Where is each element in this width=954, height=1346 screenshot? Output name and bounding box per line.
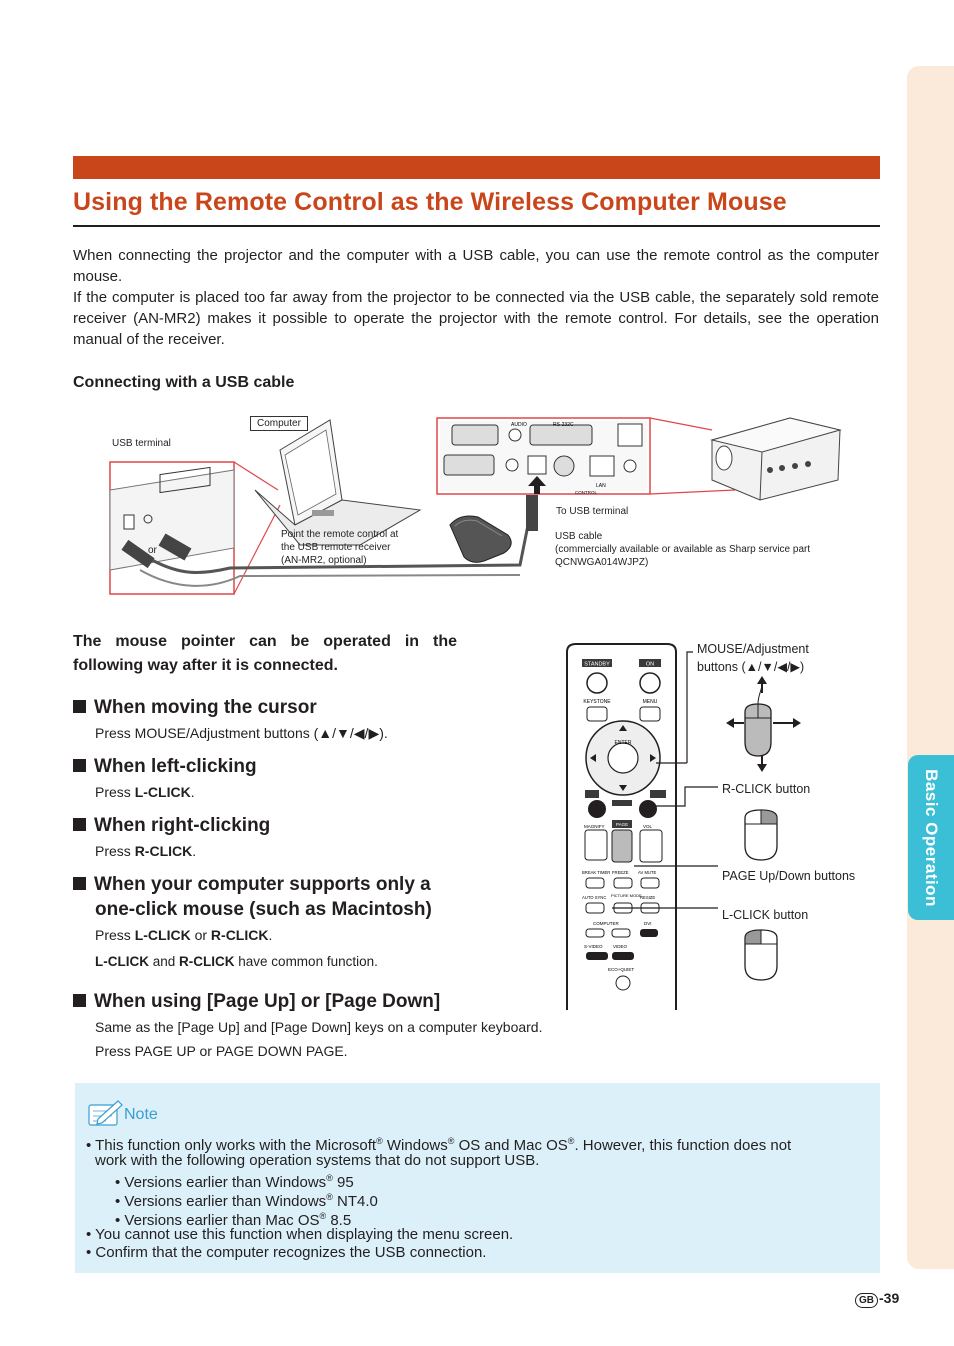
note-text: • Versions earlier than Windows <box>115 1193 327 1210</box>
heading-one-click <box>73 872 431 897</box>
and-text: and <box>149 954 180 969</box>
or-text: or <box>190 927 211 943</box>
label-point-remote-line1: Point the remote control at <box>281 529 399 540</box>
side-tab-label: Basic Operation <box>922 768 941 907</box>
common-function-text: have common function. <box>234 954 378 969</box>
bullet-square <box>73 818 86 831</box>
label-point-remote-line2: the USB remote receiver <box>281 542 391 553</box>
note-text: Windows <box>382 1137 448 1154</box>
side-tab-basic-operation[interactable] <box>908 755 954 920</box>
note-text: OS and Mac OS <box>454 1137 568 1154</box>
key-rclick: R-CLICK <box>179 954 235 969</box>
lead-text: The mouse pointer can be operated in the following way after it is connected. <box>73 633 457 674</box>
callout-rclick: R-CLICK button <box>722 782 811 796</box>
note-title: Note <box>124 1106 158 1123</box>
label-point-remote <box>281 528 398 567</box>
intro-paragraph-2: If the computer is placed too far away from the projector to be connected via the USB cable, the separately sold remote receiver (AN-MR2) makes it possible to operate the projector with the remote control. For details, see the operation manual of the receiver. <box>73 289 879 348</box>
remote-picture-mode-label: PICTURE MODE <box>611 893 642 898</box>
label-or: or <box>148 545 157 556</box>
note-item-3: • Confirm that the computer recognizes the USB connection. <box>86 1244 487 1261</box>
label-usb-terminal: USB terminal <box>112 438 171 449</box>
press-text: Press <box>95 927 135 943</box>
remote-computer-label: COMPUTER <box>593 921 619 926</box>
heading-one-click-line2: one-click mouse (such as Macintosh) <box>95 899 432 920</box>
label-point-remote-line3: (AN-MR2, optional) <box>281 555 367 566</box>
key-rclick: R-CLICK <box>134 843 193 859</box>
bullet-square <box>73 877 86 890</box>
panel-audio-label: AUDIO <box>511 422 527 428</box>
press-text: Press <box>95 843 135 859</box>
panel-rs232c-label: RS-232C <box>553 422 574 428</box>
heading-page-up-down-text: When using [Page Up] or [Page Down] <box>94 991 441 1012</box>
note-text: . However, this function does not <box>574 1137 792 1154</box>
heading-moving-cursor <box>73 695 317 720</box>
note-text: 95 <box>332 1174 354 1191</box>
connection-diagram <box>105 410 865 600</box>
period: . <box>268 927 273 943</box>
heading-right-click <box>73 813 270 838</box>
remote-av-mute-label: AV MUTE <box>638 870 657 875</box>
body-left-click <box>95 782 195 802</box>
note-text: • This function only works with the Microsoft <box>86 1137 377 1154</box>
title-underline <box>73 225 880 227</box>
panel-lan-label: LAN <box>596 483 606 489</box>
note-text: • Versions earlier than Windows <box>115 1174 327 1191</box>
key-rclick: R-CLICK <box>210 927 269 943</box>
page-title: Using the Remote Control as the Wireless Computer Mouse <box>73 188 787 216</box>
remote-keystone-label: KEYSTONE <box>583 699 611 705</box>
registered-mark: ® <box>319 1211 327 1221</box>
remote-on-label: ON <box>645 661 655 668</box>
body-right-click <box>95 841 196 861</box>
label-usb-cable-line1: USB cable <box>555 531 603 542</box>
remote-svideo-label: S-VIDEO <box>584 944 603 949</box>
remote-resize-label: RESIZE <box>640 895 656 900</box>
remote-dvi-label: DVI <box>644 921 652 926</box>
label-usb-cable <box>555 530 810 569</box>
connecting-heading: Connecting with a USB cable <box>73 374 295 391</box>
intro-paragraph-1: When connecting the projector and the computer with a USB cable, you can use the remote control as the computer mouse. <box>73 247 879 285</box>
panel-control-label: CONTROL <box>575 490 598 495</box>
remote-menu-label: MENU <box>642 699 658 705</box>
gb-badge: GB <box>855 1293 878 1308</box>
remote-video-label: VIDEO <box>613 944 628 949</box>
header-bar <box>73 156 880 179</box>
body-page-up-down-1: Same as the [Page Up] and [Page Down] keys on a computer keyboard. <box>95 1019 543 1035</box>
period: . <box>192 843 197 859</box>
callout-page-updown: PAGE Up/Down buttons <box>722 869 856 883</box>
remote-vol-label: VOL <box>643 824 653 829</box>
heading-moving-cursor-text: When moving the cursor <box>94 697 317 718</box>
remote-enter-label: ENTER <box>614 740 632 746</box>
registered-mark: ® <box>376 1136 383 1146</box>
page-number <box>855 1290 899 1308</box>
body-page-up-down-2: Press PAGE UP or PAGE DOWN PAGE. <box>95 1043 348 1059</box>
registered-mark: ® <box>326 1173 333 1183</box>
heading-left-click <box>73 754 257 779</box>
note-text: NT4.0 <box>332 1193 378 1210</box>
period: . <box>190 784 195 800</box>
heading-page-up-down <box>73 989 440 1014</box>
press-text: Press <box>95 784 135 800</box>
bullet-square <box>73 994 86 1007</box>
callout-diagram <box>600 640 840 985</box>
remote-eco-quiet-label: ECO+QUIET <box>608 967 635 972</box>
registered-mark: ® <box>567 1136 575 1146</box>
page-number-text: -39 <box>879 1290 900 1306</box>
body-moving-cursor: Press MOUSE/Adjustment buttons (▲/▼/◀/▶). <box>95 725 388 741</box>
remote-freeze-label: FREEZE <box>612 870 629 875</box>
label-to-usb-terminal: To USB terminal <box>556 506 629 517</box>
registered-mark: ® <box>447 1136 455 1146</box>
heading-one-click-line1: When your computer supports only a <box>94 874 431 895</box>
registered-mark: ® <box>326 1192 333 1202</box>
note-item-2: • You cannot use this function when displaying the menu screen. <box>86 1226 514 1243</box>
remote-break-timer-label: BREAK TIMER <box>582 870 611 875</box>
label-usb-cable-line3: QCNWGA014WJPZ) <box>555 557 649 568</box>
pencil-note-icon <box>86 1097 124 1129</box>
remote-auto-sync-label: AUTO SYNC <box>582 895 607 900</box>
callout-mouse-adjustment-line2: buttons (▲/▼/◀/▶) <box>697 660 805 674</box>
side-tab-background <box>907 66 954 1269</box>
note-item-1-cont: work with the following operation systems that do not support USB. <box>95 1152 540 1169</box>
remote-magnify-label: MAGNIFY <box>584 824 605 829</box>
remote-page-label: PAGE <box>615 822 629 827</box>
key-lclick: L-CLICK <box>134 784 191 800</box>
callout-lclick: L-CLICK button <box>722 908 809 922</box>
bullet-square <box>73 700 86 713</box>
key-lclick: L-CLICK <box>95 954 149 969</box>
callout-mouse-adjustment <box>697 640 809 676</box>
heading-left-click-text: When left-clicking <box>94 756 257 777</box>
body-one-click-note <box>95 952 378 972</box>
note-text: 8.5 <box>326 1212 352 1229</box>
label-computer: Computer <box>250 416 308 431</box>
heading-right-click-text: When right-clicking <box>94 815 271 836</box>
remote-standby-label: STANDBY <box>584 661 610 668</box>
intro-text <box>73 245 879 350</box>
bullet-square <box>73 759 86 772</box>
key-lclick: L-CLICK <box>134 927 191 943</box>
body-one-click <box>95 925 272 945</box>
label-usb-cable-line2: (commercially available or available as Sharp service part <box>555 544 811 555</box>
note-text: • Versions earlier than Mac OS <box>115 1212 320 1229</box>
callout-mouse-adjustment-line1: MOUSE/Adjustment <box>697 642 809 656</box>
